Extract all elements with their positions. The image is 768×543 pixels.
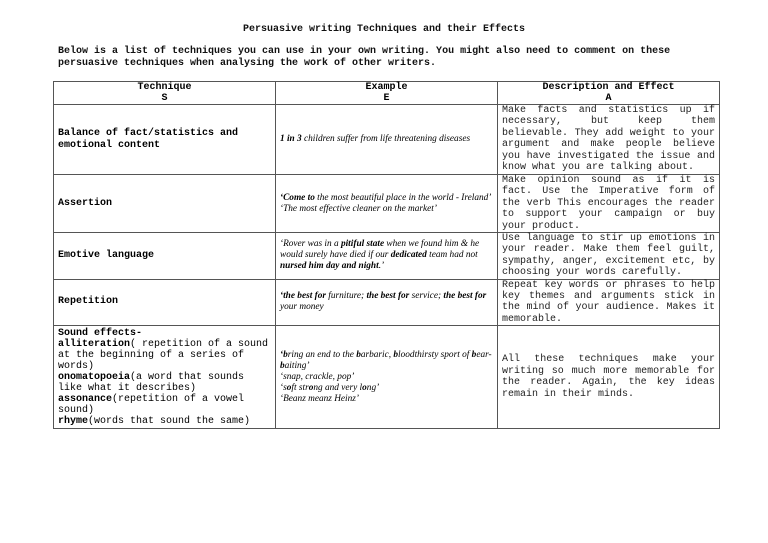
technique-cell: Emotive language xyxy=(54,233,276,280)
example-text: team had not xyxy=(426,250,478,261)
example-bold: b xyxy=(280,360,285,371)
example-line xyxy=(280,193,493,204)
table-row xyxy=(54,105,720,175)
subitem-note: (repetition of a vowel sound) xyxy=(58,394,245,417)
subitem-term: rhyme xyxy=(58,416,89,428)
example-cell xyxy=(276,326,498,429)
example-cell xyxy=(276,279,498,326)
example-line xyxy=(280,350,493,372)
example-bold: the best for xyxy=(366,291,410,302)
techniques-table xyxy=(53,81,720,429)
example-text: ‘Rover was in a xyxy=(280,239,341,250)
intro-paragraph: Below is a list of techniques you can use in your own writing. You might also need to comment on these persuasive techniques when analysing the work of other writers. xyxy=(58,46,671,69)
example-cell xyxy=(276,105,498,175)
subitem-term: alliteration xyxy=(58,339,131,351)
technique-subitem xyxy=(58,416,271,427)
example-text: your money xyxy=(280,302,324,313)
technique-cell: Assertion xyxy=(54,175,276,233)
header-example-letter: E xyxy=(383,93,390,104)
example-line: ‘The most effective cleaner on the market’ xyxy=(280,203,437,214)
example-bold: b xyxy=(393,349,399,360)
example-bold: 1 in 3 xyxy=(280,134,302,144)
table-row xyxy=(54,326,720,429)
table-row xyxy=(54,233,720,280)
example-text: ear- xyxy=(476,349,492,360)
technique-cell: Repetition xyxy=(54,279,276,326)
subitem-term: onomatopoeia xyxy=(58,372,131,384)
example-text: the most beautiful place in the world - Ireland’ xyxy=(314,192,492,203)
example-text: .’ xyxy=(378,261,385,272)
description-cell: Make facts and statistics up if necessary, but keep them believable. They add weight to your argument and make people believe you have investigated the issue and know what you are talking about. xyxy=(498,105,720,175)
header-technique-label: Technique xyxy=(137,82,192,93)
example-bold: o xyxy=(362,382,367,393)
example-cell xyxy=(276,175,498,233)
table-row xyxy=(54,279,720,326)
subitem-term: assonance xyxy=(58,394,113,406)
table-row xyxy=(54,175,720,233)
header-technique-letter: S xyxy=(161,93,168,104)
technique-subitem xyxy=(58,339,271,372)
example-bold: ‘b xyxy=(280,349,288,360)
example-text: loodthirsty sport of xyxy=(398,349,472,360)
example-line xyxy=(280,383,493,394)
header-example-label: Example xyxy=(365,82,408,93)
sound-effects-heading xyxy=(58,328,271,339)
example-text: ng’ xyxy=(366,382,380,393)
description-cell: Use language to stir up emotions in your reader. Make them feel guilt, sympathy, anger, excitement etc, by choosing your words carefully. xyxy=(498,233,720,280)
example-bold: ‘the best for xyxy=(280,291,326,302)
header-row xyxy=(54,82,720,105)
example-line: ‘Beanz meanz Heinz’ xyxy=(280,393,360,404)
technique-cell: Balance of fact/statistics and emotional content xyxy=(54,105,276,175)
example-text: ng and very l xyxy=(313,382,363,393)
example-cell xyxy=(276,233,498,280)
example-bold: nursed him day and night xyxy=(280,261,379,272)
description-cell: Make opinion sound as if it is fact. Use the Imperative form of the verb This encourages the reader to support your campaign or buy your product. xyxy=(498,175,720,233)
example-text: ft str xyxy=(291,382,309,393)
example-text: furniture; xyxy=(325,291,367,302)
header-description-letter: A xyxy=(605,93,612,104)
subitem-note: (a word that sounds like what it describes) xyxy=(58,372,245,395)
example-bold: b xyxy=(356,349,361,360)
example-text: service; xyxy=(409,291,444,302)
example-bold: o xyxy=(286,382,292,393)
technique-heading: Sound effects- xyxy=(58,328,143,340)
technique-subitem xyxy=(58,372,271,394)
header-example xyxy=(276,82,498,105)
example-line: ‘snap, crackle, pop’ xyxy=(280,371,355,382)
example-bold: ‘Come to xyxy=(280,192,315,203)
header-technique xyxy=(54,82,276,105)
header-description xyxy=(498,82,720,105)
description-cell: Repeat key words or phrases to help key themes and arguments stick in the mind of your audience. Makes it memorable. xyxy=(498,279,720,326)
description-cell: All these techniques make your writing so much more memorable for the reader. Again, the key ideas remain in their minds. xyxy=(498,326,720,429)
technique-cell xyxy=(54,326,276,429)
header-description-label: Description and Effect xyxy=(542,82,675,93)
page-title: Persuasive writing Techniques and their Effects xyxy=(242,24,526,35)
example-bold: b xyxy=(471,349,477,360)
technique-subitem xyxy=(58,394,271,416)
example-text: aiting’ xyxy=(284,360,310,371)
example-text: when we found him & he would surely have died if our xyxy=(280,239,480,261)
subitem-note: (words that sound the same) xyxy=(88,416,251,428)
example-text: children suffer from life threatening diseases xyxy=(301,134,471,144)
example-text: ‘s xyxy=(280,382,287,393)
example-bold: the best for xyxy=(443,291,487,302)
example-text: arbaric, xyxy=(360,349,394,360)
example-bold: dedicated xyxy=(390,250,427,261)
example-bold: pitiful state xyxy=(340,239,385,250)
example-bold: o xyxy=(308,382,314,393)
subitem-note: ( repetition of a sound at the beginning of a series of words) xyxy=(58,339,269,373)
example-text: ring an end to the xyxy=(287,349,357,360)
